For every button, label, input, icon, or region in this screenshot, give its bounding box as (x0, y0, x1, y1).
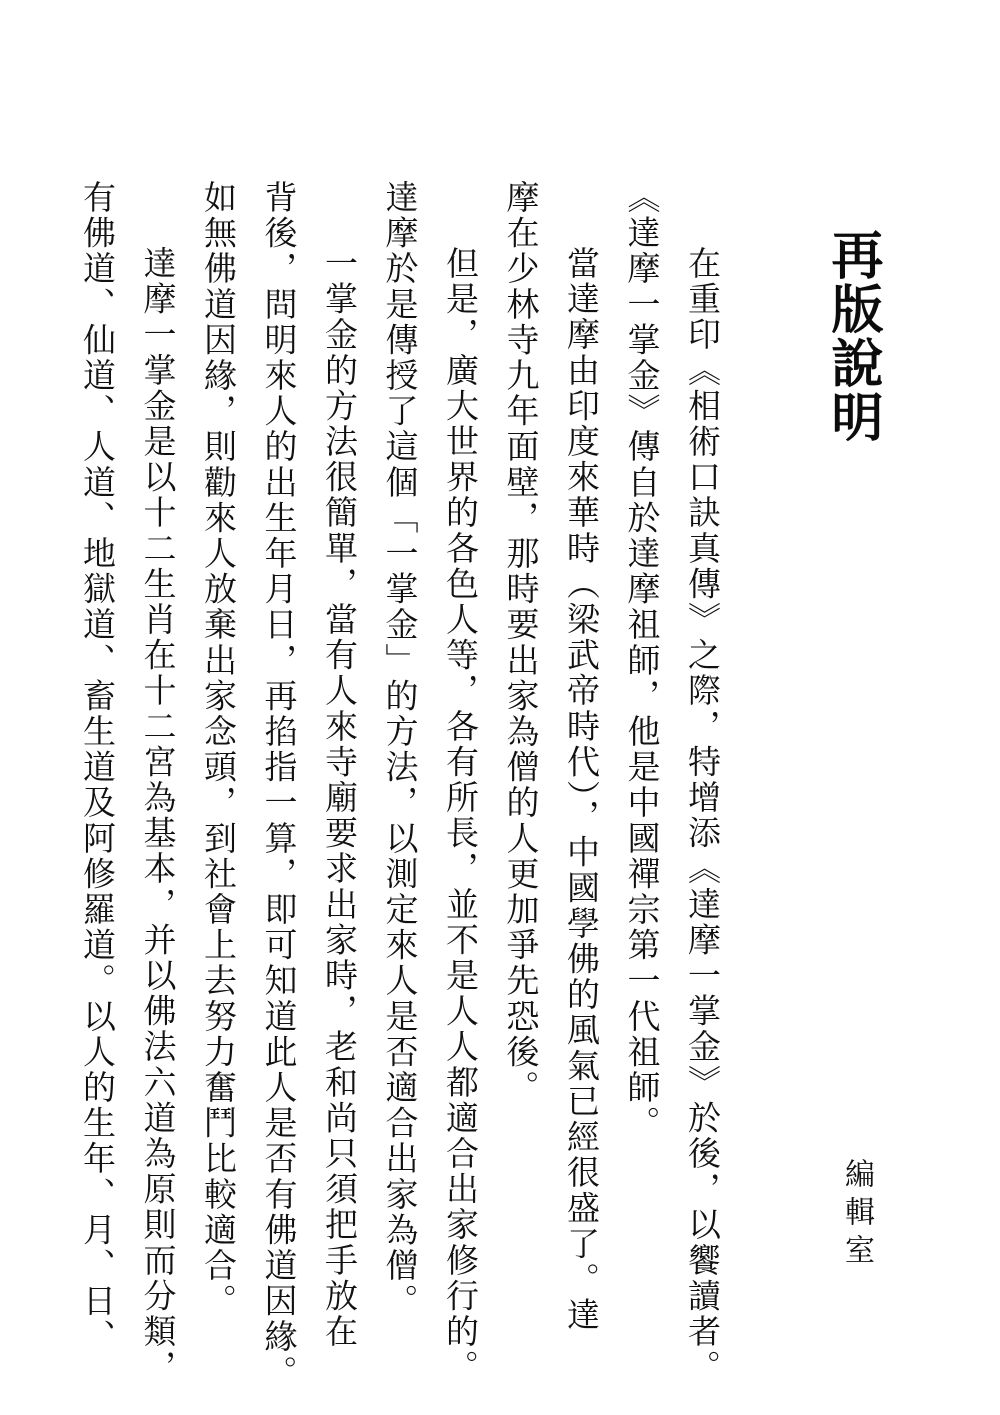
paragraph-column-4: 摩在少林寺九年面壁，那時要出家為僧的人更加爭先恐後。 (501, 180, 541, 1106)
paragraph-column-11: 有佛道、仙道、人道、地獄道、畜生道及阿修羅道。以人的生年、月、日、 (78, 180, 117, 1355)
paragraph-column-7: 一掌金的方法很簡單，當有人來寺廟要求出家時，老和尚只須把手放在 (320, 246, 359, 1350)
editor-signature: 編輯室 (839, 1158, 874, 1272)
paragraph-column-1: 在重印《相術口訣真傳》之際，特增添《達摩一掌金》於後，以饗讀者。 (683, 246, 722, 1386)
paragraph-column-10: 達摩一掌金是以十二生肖在十二宮為基本，并以佛法六道為原則而分類， (138, 246, 178, 1386)
paragraph-column-9: 如無佛道因緣，則勸來人放棄出家念頭，到社會上去努力奮鬥比較適合。 (199, 180, 238, 1320)
paragraph-column-6: 達摩於是傳授了這個「一掌金」的方法，以測定來人是否適合出家為僧。 (380, 180, 420, 1320)
paragraph-column-3: 當達摩由印度來華時（梁武帝時代），中國學佛的風氣已經很盛了。達 (562, 246, 601, 1334)
body-text (67, 180, 733, 1391)
paragraph-column-8: 背後，問明來人的出生年月日，再掐指一算，即可知道此人是否有佛道因緣。 (259, 180, 299, 1391)
paragraph-column-5: 但是，廣大世界的各色人等，各有所長，並不是人人都適合出家修行的。 (441, 246, 480, 1386)
paragraph-column-2: 《達摩一掌金》傳自於達摩祖師，他是中國禪宗第一代祖師。 (622, 180, 662, 1142)
page-title: 再版說明 (822, 228, 882, 444)
